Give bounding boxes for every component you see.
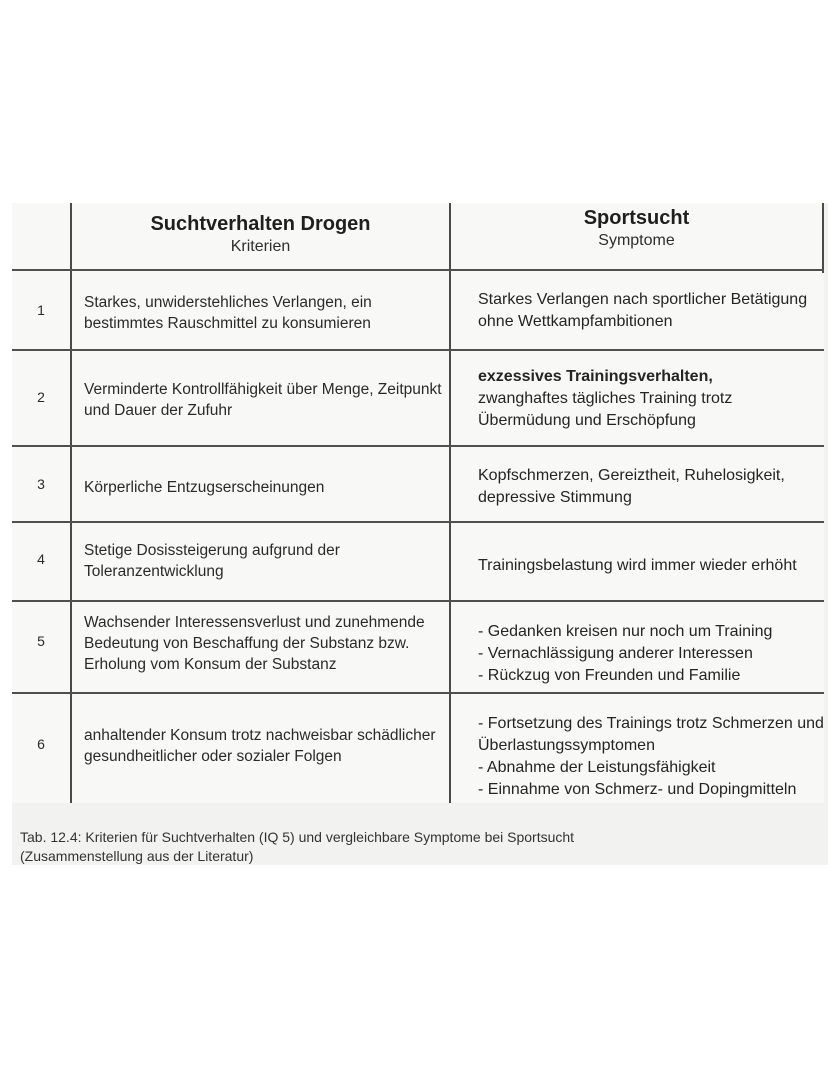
right-header-title: Sportsucht <box>583 207 690 229</box>
list-item: - Abnahme der Leistungsfähigkeit <box>478 759 716 776</box>
row-number: 2 <box>37 389 45 405</box>
row-number: 4 <box>37 551 45 567</box>
symptom-emphasis: exzessives Trainingsverhalten, <box>478 368 713 385</box>
row-criterion: Körperliche Entzugserscheinungen <box>84 479 325 496</box>
row-criterion: Verminderte Kontrollfähigkeit über Menge, Zeitpunkt und Dauer der Zufuhr <box>84 381 442 419</box>
row-symptom-list <box>478 713 824 801</box>
table-caption: Tab. 12.4: Kriterien für Suchtverhalten (IQ 5) und vergleichbare Symptome bei Sportsucht (Zusammenstellung aus der Literatur) <box>20 829 575 864</box>
row-number: 3 <box>37 476 45 492</box>
left-column-header <box>72 213 449 256</box>
row-number: 5 <box>37 633 45 649</box>
symptom-text: zwanghaftes tägliches Training trotz Übermüdung und Erschöpfung <box>478 390 733 429</box>
row-criterion: Starkes, unwiderstehliches Verlangen, ein bestimmtes Rauschmittel zu konsumieren <box>84 294 372 332</box>
row-symptom-list <box>478 621 824 687</box>
row-symptom: Trainingsbelastung wird immer wieder erhöht <box>478 557 797 574</box>
row-criterion: Wachsender Interessensverlust und zunehmende Bedeutung von Beschaffung der Substanz bzw. Erholung vom Konsum der Substanz <box>84 614 425 673</box>
row-divider <box>12 600 824 602</box>
left-header-title: Suchtverhalten Drogen <box>150 213 371 235</box>
list-item: - Gedanken kreisen nur noch um Training <box>478 623 773 640</box>
list-item: - Rückzug von Freunden und Familie <box>478 667 741 684</box>
row-number: 1 <box>37 302 45 318</box>
list-item: - Fortsetzung des Trainings trotz Schmerzen und Überlastungssymptomen <box>478 715 824 754</box>
row-criterion: anhaltender Konsum trotz nachweisbar schädlicher gesundheitlicher oder sozialer Folgen <box>84 727 436 765</box>
table-right-edge <box>822 203 824 273</box>
number-column-divider <box>70 203 72 803</box>
row-divider <box>12 692 824 694</box>
row-symptom <box>478 366 824 432</box>
criteria-table <box>12 203 824 803</box>
left-header-subtitle: Kriterien <box>230 238 291 255</box>
row-symptom: Starkes Verlangen nach sportlicher Betätigung ohne Wettkampfambitionen <box>478 291 808 330</box>
row-divider <box>12 349 824 351</box>
list-item: - Vernachlässigung anderer Interessen <box>478 645 753 662</box>
row-number: 6 <box>37 736 45 752</box>
row-divider <box>12 445 824 447</box>
column-divider <box>449 203 451 803</box>
header-divider <box>12 269 824 271</box>
right-column-header <box>451 207 822 250</box>
row-symptom: Kopfschmerzen, Gereiztheit, Ruhelosigkeit, depressive Stimmung <box>478 467 785 506</box>
right-header-subtitle: Symptome <box>598 232 675 249</box>
row-divider <box>12 521 824 523</box>
row-criterion: Stetige Dosissteigerung aufgrund der Toleranzentwicklung <box>84 542 340 580</box>
list-item: - Einnahme von Schmerz- und Dopingmitteln <box>478 781 797 798</box>
